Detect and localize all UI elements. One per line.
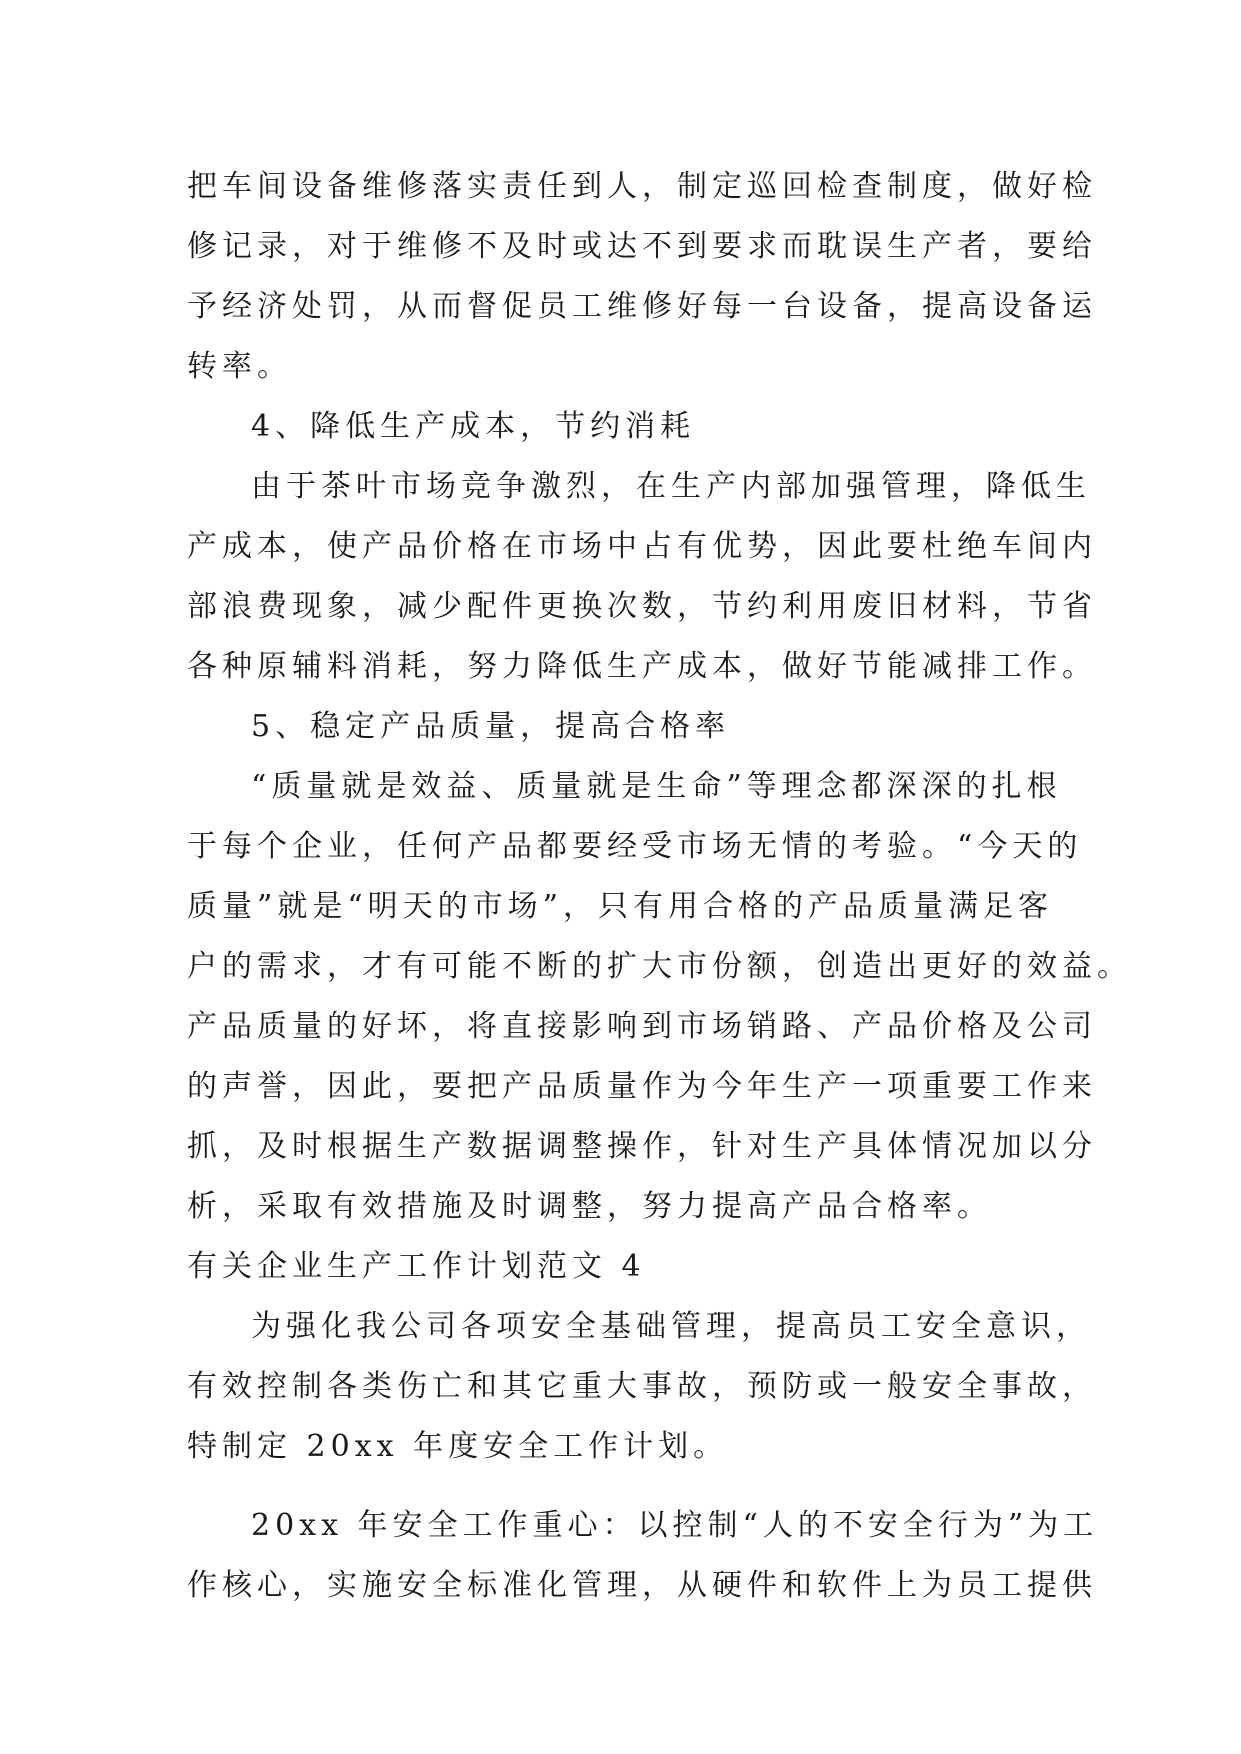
paragraph-line: 转率。 — [187, 349, 292, 384]
paragraph-line: 各种原辅料消耗，努力降低生产成本，做好节能减排工作。 — [187, 649, 1097, 684]
paragraph-line: 修记录，对于维修不及时或达不到要求而耽误生产者，要给 — [187, 229, 1097, 264]
paragraph-line: 部浪费现象，减少配件更换次数，节约利用废旧材料，节省 — [187, 589, 1097, 624]
paragraph-line: 产品质量的好坏，将直接影响到市场销路、产品价格及公司 — [187, 1009, 1097, 1044]
paragraph-line: 20xx 年安全工作重心：以控制“人的不安全行为”为工 — [251, 1508, 1099, 1543]
paragraph-line: 析，采取有效措施及时调整，努力提高产品合格率。 — [187, 1189, 992, 1224]
subheading-line: 5、稳定产品质量，提高合格率 — [251, 709, 731, 744]
paragraph-line: 作核心，实施安全标准化管理，从硬件和软件上为员工提供 — [187, 1568, 1097, 1603]
paragraph-line: 于每个企业，任何产品都要经受市场无情的考验。“今天的 — [187, 829, 1083, 864]
document-body — [187, 157, 1132, 1616]
paragraph-line: 户的需求，才有可能不断的扩大市份额，创造出更好的效益。 — [187, 949, 1132, 984]
paragraph-line: 产成本，使产品价格在市场中占有优势，因此要杜绝车间内 — [187, 529, 1097, 564]
paragraph-line: 予经济处罚，从而督促员工维修好每一台设备，提高设备运 — [187, 289, 1097, 324]
paragraph-line: 有效控制各类伤亡和其它重大事故，预防或一般安全事故， — [187, 1369, 1097, 1404]
paragraph-line: 特制定 20xx 年度安全工作计划。 — [187, 1429, 729, 1464]
subheading-line: 4、降低生产成本，节约消耗 — [251, 409, 696, 444]
paragraph-line: “质量就是效益、质量就是生命”等理念都深深的扎根 — [251, 769, 1062, 804]
paragraph-line: 的声誉，因此，要把产品质量作为今年生产一项重要工作来 — [187, 1069, 1097, 1104]
paragraph-line: 为强化我公司各项安全基础管理，提高员工安全意识， — [251, 1309, 1091, 1344]
paragraph-line: 由于茶叶市场竞争激烈，在生产内部加强管理，降低生 — [251, 469, 1091, 504]
paragraph-line: 抓，及时根据生产数据调整操作，针对生产具体情况加以分 — [187, 1129, 1097, 1164]
paragraph-line: 把车间设备维修落实责任到人，制定巡回检查制度，做好检 — [187, 169, 1097, 204]
paragraph-gap — [187, 1477, 1067, 1496]
section-title: 有关企业生产工作计划范文 4 — [187, 1249, 646, 1284]
paragraph-line: 质量”就是“明天的市场”，只有用合格的产品质量满足客 — [187, 889, 1054, 924]
